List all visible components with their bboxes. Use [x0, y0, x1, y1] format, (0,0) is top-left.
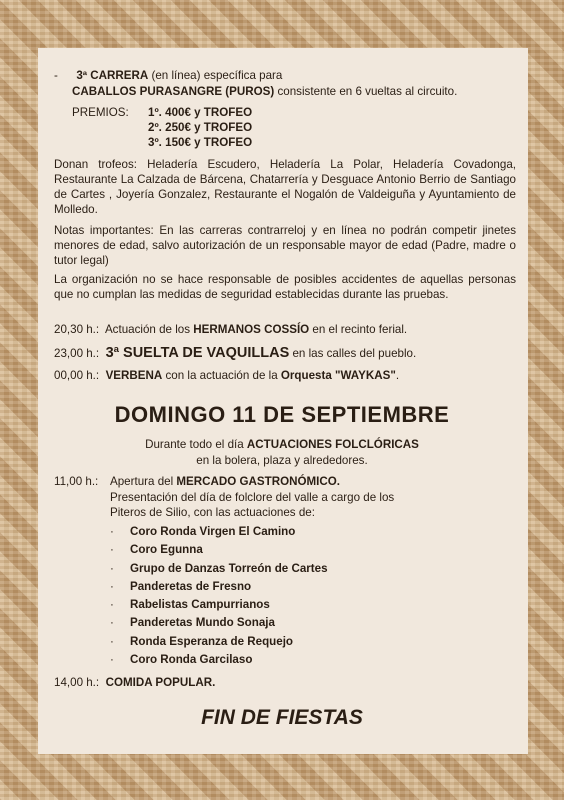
- comida-line: [54, 676, 215, 689]
- bullet: ·: [110, 543, 114, 557]
- carrera-laps: consistente en 6 vueltas al circuito.: [274, 85, 458, 98]
- list-item: · Panderetas Mundo Sonaja: [110, 616, 328, 634]
- premios-label: PREMIOS:: [72, 106, 129, 119]
- premio-1: 1º. 400€ y TROFEO: [148, 106, 253, 119]
- carrera-line2: [72, 85, 457, 98]
- domingo-sub-line1: Durante todo el día ACTUACIONES FOLCLÓRICAS: [145, 438, 419, 451]
- bullet: ·: [110, 598, 114, 612]
- carrera-horses: CABALLOS PURASANGRE (PUROS): [72, 85, 275, 98]
- carrera-desc: (en línea) específica para: [148, 69, 283, 82]
- event-verbena: 00,00 h.: VERBENA con la actuación de la Orquesta "WAYKAS".: [54, 369, 400, 382]
- list-item: · Grupo de Danzas Torreón de Cartes: [110, 562, 328, 580]
- list-item: · Rabelistas Campurrianos: [110, 598, 328, 616]
- bullet: ·: [110, 653, 114, 667]
- carrera-line1: [54, 69, 282, 82]
- groups-list: [110, 525, 328, 671]
- bullet: ·: [110, 561, 114, 575]
- event-title: HERMANOS COSSÍO: [193, 323, 310, 336]
- bullet: ·: [110, 525, 114, 538]
- list-item: · Coro Egunna: [110, 543, 328, 561]
- event-vaquillas: 23,00 h.: 3ª SUELTA DE VAQUILLAS en las calles del pueblo.: [54, 345, 417, 361]
- list-item: · Coro Ronda Garcilaso: [110, 653, 328, 671]
- list-item: · Ronda Esperanza de Requejo: [110, 635, 328, 653]
- mercado-line3: Piteros de Silio, con las actuaciones de:: [110, 506, 315, 519]
- premio-2: 2º. 250€ y TROFEO: [148, 121, 253, 134]
- list-item: · Coro Ronda Virgen El Camino: [110, 525, 328, 543]
- mercado-title: MERCADO GASTRONÓMICO.: [176, 475, 340, 488]
- event-time: 23,00 h.:: [54, 347, 100, 360]
- bullet: ·: [110, 616, 114, 630]
- carrera-title: 3ª CARRERA: [76, 69, 149, 82]
- event-title: 3ª SUELTA DE VAQUILLAS: [105, 345, 290, 361]
- domingo-heading: DOMINGO 11 DE SEPTIEMBRE: [114, 402, 450, 427]
- event-title: VERBENA: [105, 369, 163, 382]
- comida-time: 14,00 h.:: [54, 676, 100, 689]
- event-time: 20,30 h.:: [54, 323, 100, 336]
- fin-de-fiestas: FIN DE FIESTAS: [201, 706, 363, 729]
- dash: -: [54, 69, 58, 82]
- organizacion-paragraph: La organización no se hace responsable de posibles accidentes de aquellas personas que no cumplan las medidas de seguridad establecidas durante las pruebas.: [54, 273, 516, 301]
- bullet: ·: [110, 634, 114, 648]
- comida-title: COMIDA POPULAR.: [105, 676, 216, 689]
- mercado-line2: Presentación del día de folclore del valle a cargo de los: [110, 491, 395, 504]
- folcloricas-title: ACTUACIONES FOLCLÓRICAS: [246, 438, 419, 451]
- notas-paragraph: Notas importantes: En las carreras contrarreloj y en línea no podrán competir jinetes menores de edad, salvo autorización de un responsable mayor de edad (Padre, madre o tutor legal): [54, 224, 516, 267]
- premio-3: 3º. 150€ y TROFEO: [148, 136, 253, 149]
- list-item: · Panderetas de Fresno: [110, 580, 328, 598]
- domingo-sub-line2: en la bolera, plaza y alrededores.: [196, 454, 368, 467]
- mercado-line1: Apertura del MERCADO GASTRONÓMICO.: [110, 475, 340, 488]
- mercado-time: 11,00 h.:: [54, 475, 99, 488]
- donan-paragraph: Donan trofeos: Heladería Escudero, Heladería La Polar, Heladería Covadonga, Restaurante La Calzada de Bárcena, Chatarrería y Desguace Antonio Berrio de Santiago de Cartes , Joyería Gonzalez, Restaurante el Nogalón de Valdeiguña y Ayuntamiento de Molledo.: [54, 158, 516, 216]
- event-time: 00,00 h.:: [54, 369, 100, 382]
- orquesta-name: Orquesta "WAYKAS": [280, 369, 396, 382]
- event-hermanos: 20,30 h.: Actuación de los HERMANOS COSSÍO en el recinto ferial.: [54, 323, 408, 336]
- bullet: ·: [110, 579, 114, 593]
